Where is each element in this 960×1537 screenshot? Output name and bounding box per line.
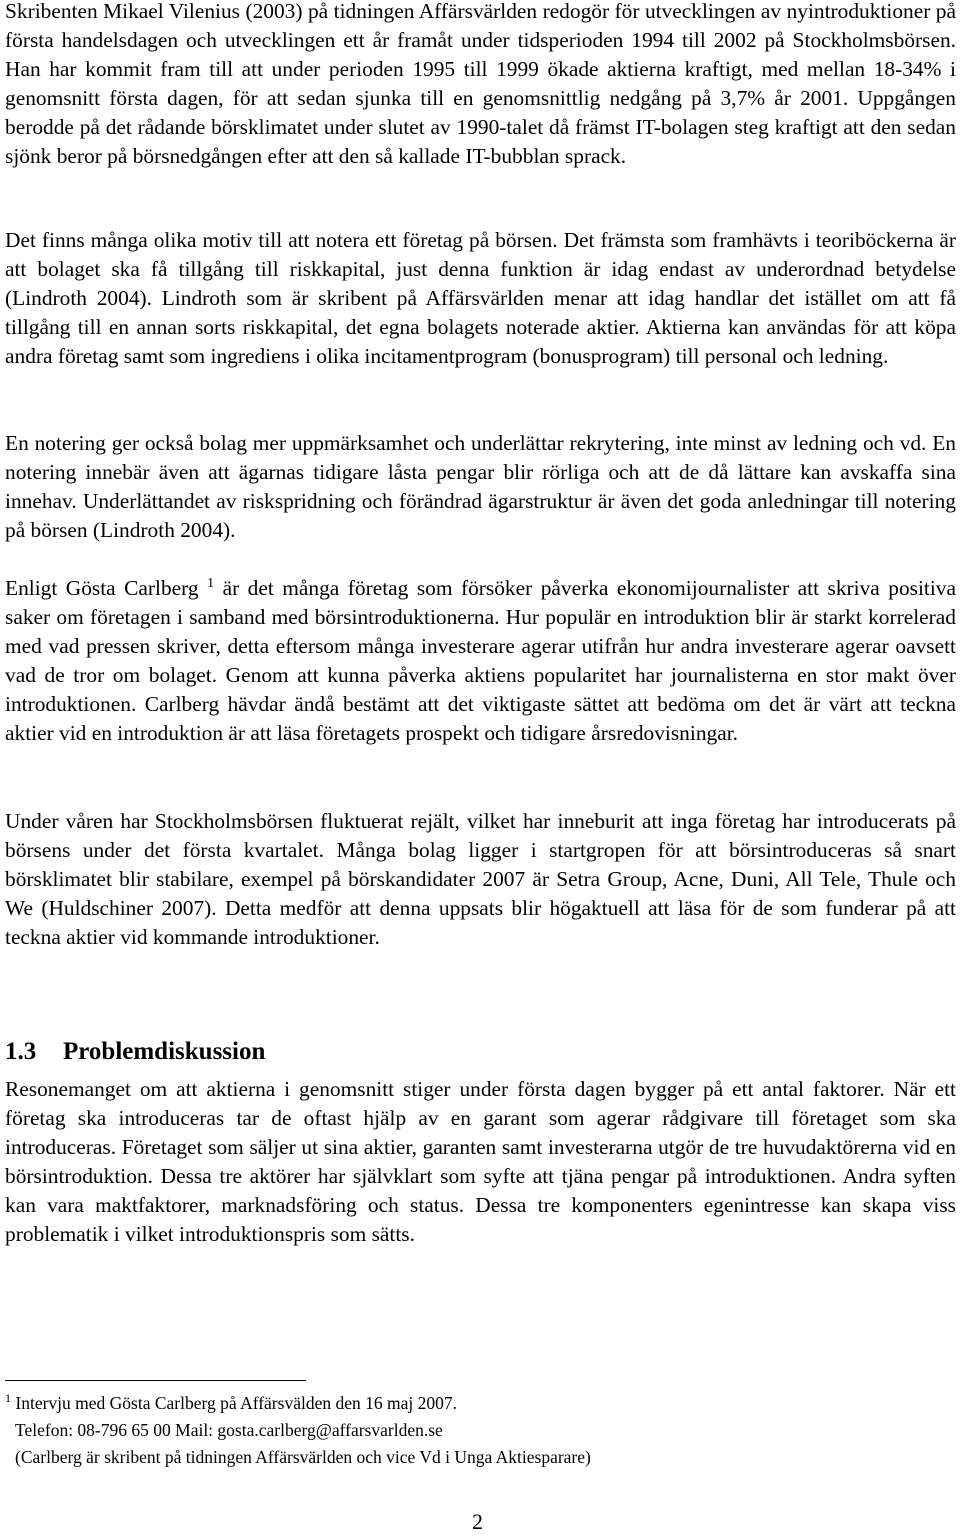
section-title: Problemdiskussion [63,1038,266,1065]
footnote-line-2: Telefon: 08-796 65 00 Mail: gosta.carlberg@affarsvarlden.se [15,1420,443,1440]
footnote-marker: 1 [5,1391,11,1406]
section-number: 1.3 [5,1038,37,1065]
paragraph-attention: En notering ger också bolag mer uppmärksamhet och underlättar rekrytering, inte minst av ledning och vd. En notering innebär även att ägarnas tidigare låsta pengar blir rörliga och att de då lättare kan avskaffa sina innehav. Underlättandet av riskspridning och förändrad ägarstruktur är även det goda anledningar till notering på börsen (Lindroth 2004). [5,431,956,542]
footnote-line-1 [5,1390,905,1417]
footnote-line-3: (Carlberg är skribent på tidningen Affärsvärlden och vice Vd i Unga Aktiesparare) [15,1447,591,1467]
footnote-interview: Intervju med Gösta Carlberg på Affärsvälden den 16 maj 2007. [11,1393,457,1413]
paragraph-carlberg-lead: Enligt Gösta Carlberg [5,576,199,600]
page-number: 2 [472,1509,483,1534]
footnote-separator [5,1380,306,1381]
footnote [5,1390,905,1471]
paragraph-spring: Under våren har Stockholmsbörsen fluktuerat rejält, vilket har inneburit att inga företag har introducerats på börsens under det första kvartalet. Många bolag ligger i startgropen för att börsintroduceras så snart börsklimatet blir stabilare, exempel på börskandidater 2007 är Setra Group, Acne, Duni, All Tele, Thule och We (Huldschiner 2007). Detta medför att denna uppsats blir högaktuell att läsa för de som funderar på att teckna aktier vid kommande introduktioner. [5,809,956,949]
paragraph-carlberg [5,574,956,747]
paragraph-problem-discussion: Resonemanget om att aktierna i genomsnitt stiger under första dagen bygger på ett antal faktorer. När ett företag ska introduceras tar de oftast hjälp av en garant som agerar rådgivare till företaget som ska introduceras. Företaget som säljer ut sina aktier, garanten samt investerarna utgör de tre huvudaktörerna vid en börsintroduktion. Dessa tre aktörer har självklart som syfte att tjäna pengar på introduktionen. Andra syften kan vara maktfaktorer, marknadsföring och status. Dessa tre komponenters egenintresse kan skapa viss problematik i vilket introduktionspris som sätts. [5,1077,956,1246]
paragraph-vilenius: Skribenten Mikael Vilenius (2003) på tidningen Affärsvärlden redogör för utvecklingen av nyintroduktioner på första handelsdagen och utvecklingen ett år framåt under tidsperioden 1994 till 2002 på Stockholmsbörsen. Han har kommit fram till att under perioden 1995 till 1999 ökade aktierna kraftigt, med mellan 18-34% i genomsnitt första dagen, för att sedan sjunka till en genomsnittlig nedgång på 3,7% år 2001. Uppgången berodde på det rådande börsklimatet under slutet av 1990-talet då främst IT-bolagen steg kraftigt att den sedan sjönk beror på börsnedgången efter att den så kallade IT-bubblan sprack. [5,0,956,168]
footnote-reference: 1 [207,575,215,591]
paragraph-motives: Det finns många olika motiv till att notera ett företag på börsen. Det främsta som framhävts i teoriböckerna är att bolaget ska få tillgång till riskkapital, just denna funktion är idag endast av underordnad betydelse (Lindroth 2004). Lindroth som är skribent på Affärsvärlden menar att idag handlar det istället om att få tillgång till en annan sorts riskkapital, det egna bolagets noterade aktier. Aktierna kan användas för att köpa andra företag samt som ingrediens i olika incitamentprogram (bonusprogram) till personal och ledning. [5,228,956,368]
section-heading [5,1034,265,1070]
paragraph-carlberg-body: är det många företag som försöker påverka ekonomijournalister att skriva positiva saker om företagen i samband med börsintroduktionerna. Hur populär en introduktion blir är starkt korrelerad med vad pressen skriver, detta eftersom många investerare agerar utifrån hur andra investerare agerar oavsett vad de tror om bolaget. Genom att kunna påverka aktiens popularitet har journalisterna en stor makt över introduktionen. Carlberg hävdar ändå bestämt att det viktigaste sättet att bedöma om det är värt att teckna aktier vid en introduktion är att läsa företagets prospekt och tidigare årsredovisningar. [5,576,956,745]
